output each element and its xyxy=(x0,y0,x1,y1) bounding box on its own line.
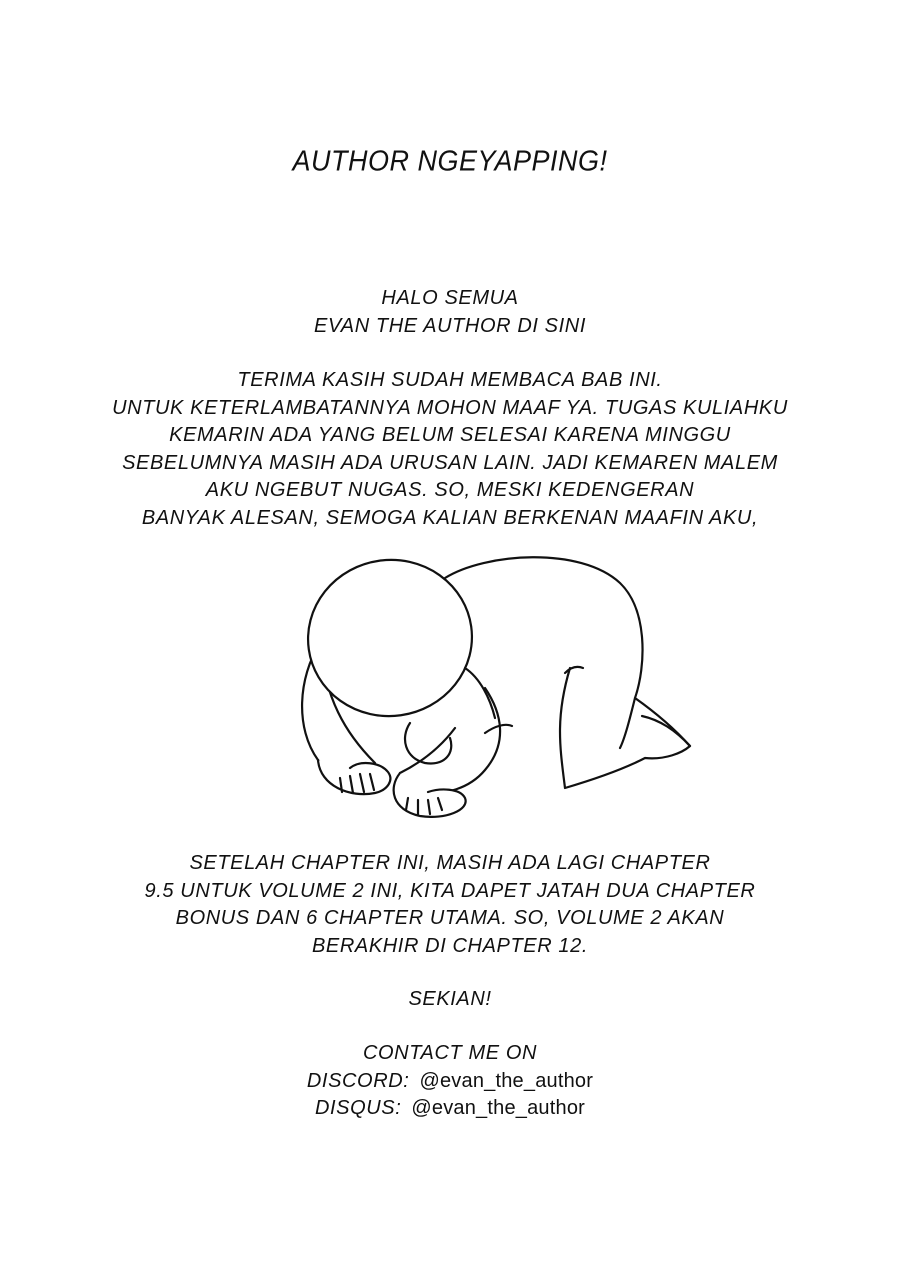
greeting-line: EVAN THE AUTHOR DI SINI xyxy=(314,314,586,337)
greeting-paragraph xyxy=(60,285,840,340)
apology-paragraph xyxy=(60,367,840,532)
disqus-handle: @evan_the_author xyxy=(411,1097,586,1119)
discord-contact xyxy=(60,1068,840,1096)
apology-line: KEMARIN ADA YANG BELUM SELESAI KARENA MINGGU xyxy=(169,424,731,446)
bowing-figure-icon xyxy=(280,548,700,818)
schedule-line: BERAKHIR DI CHAPTER 12. xyxy=(311,934,589,957)
closing-line: SEKIAN! xyxy=(408,988,492,1010)
schedule-paragraph xyxy=(60,850,840,960)
apology-line: AKU NGEBUT NUGAS. SO, MESKI KEDENGERAN xyxy=(205,479,695,501)
apology-line: UNTUK KETERLAMBATANNYA MOHON MAAF YA. TUGAS KULIAHKU xyxy=(112,396,788,419)
contact-section xyxy=(60,1040,840,1123)
apology-line: BANYAK ALESAN, SEMOGA KALIAN BERKENAN MAAFIN AKU, xyxy=(141,506,759,529)
page-title: AUTHOR NGEYAPPING! xyxy=(292,145,608,177)
disqus-label: DISQUS: xyxy=(314,1097,402,1119)
greeting-line: HALO SEMUA xyxy=(381,287,519,309)
closing-text xyxy=(60,986,840,1014)
schedule-line: BONUS DAN 6 CHAPTER UTAMA. SO, VOLUME 2 AKAN xyxy=(175,907,725,929)
discord-handle: @evan_the_author xyxy=(419,1069,594,1092)
contact-heading: CONTACT ME ON xyxy=(362,1042,538,1064)
apology-line: TERIMA KASIH SUDAH MEMBACA BAB INI. xyxy=(237,369,663,391)
apology-line: SEBELUMNYA MASIH ADA URUSAN LAIN. JADI KEMAREN MALEM xyxy=(122,451,778,474)
schedule-line: SETELAH CHAPTER INI, MASIH ADA LAGI CHAPTER xyxy=(189,852,711,874)
disqus-contact xyxy=(60,1095,840,1123)
discord-label: DISCORD: xyxy=(306,1069,410,1092)
schedule-line: 9.5 UNTUK VOLUME 2 INI, KITA DAPET JATAH DUA CHAPTER xyxy=(144,879,756,902)
